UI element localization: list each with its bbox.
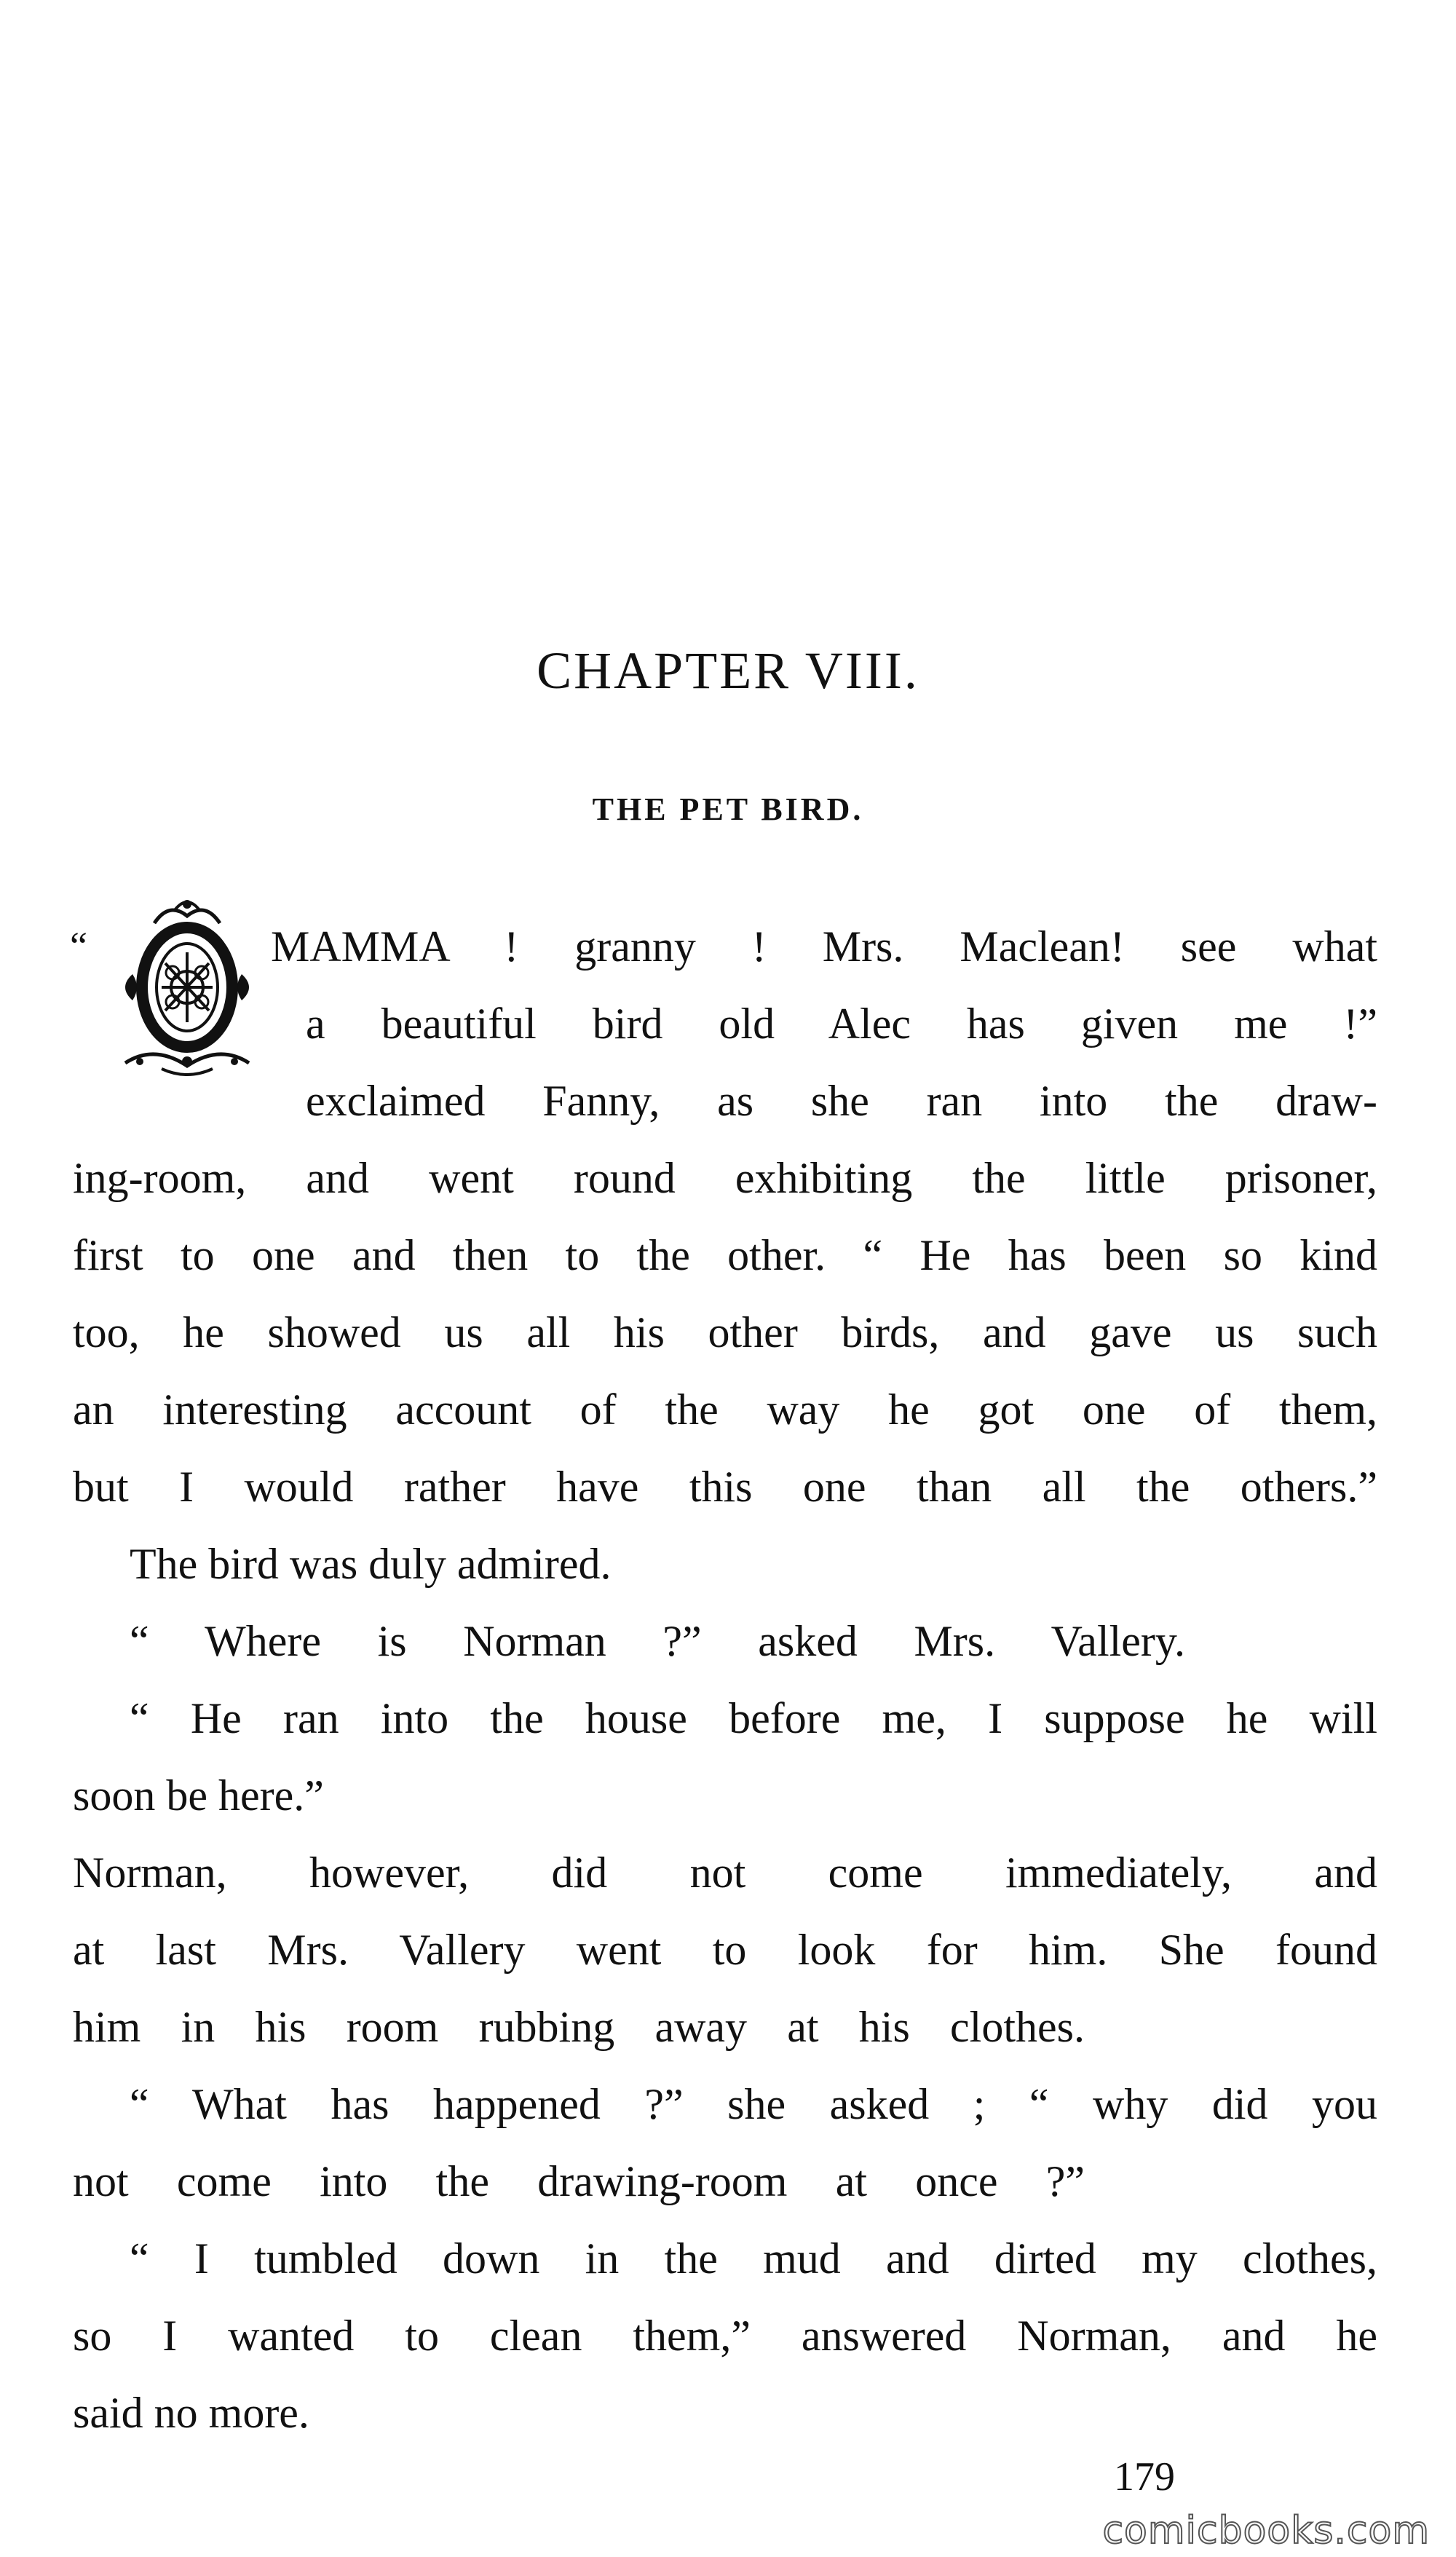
text-line: too, he showed us all his other birds, and gave us such <box>73 1308 1377 1356</box>
text-line: Norman, however, did not come immediately, and <box>73 1849 1377 1897</box>
opening-quote-mark: “ <box>70 924 87 968</box>
text-line: at last Mrs. Vallery went to look for him. She found <box>73 1926 1377 1974</box>
page-number: 179 <box>1114 2454 1175 2499</box>
text-line: MAMMA ! granny ! Mrs. Maclean! see what <box>271 922 1377 971</box>
text-line: him in his room rubbing away at his clothes. <box>73 2003 1085 2051</box>
text-line: not come into the drawing-room at once ?” <box>73 2157 1085 2205</box>
text-line: a beautiful bird old Alec has given me !” <box>306 1000 1377 1048</box>
text-line: The bird was duly admired. <box>130 1540 612 1588</box>
text-line: exclaimed Fanny, as she ran into the draw- <box>306 1077 1377 1125</box>
text-line: ing-room, and went round exhibiting the little prisoner, <box>73 1154 1377 1202</box>
text-line: soon be here.” <box>73 1771 324 1819</box>
ornamental-dropcap-o-icon <box>111 894 264 1080</box>
text-line: but I would rather have this one than all the others.” <box>73 1463 1377 1511</box>
text-line: “ Where is Norman ?” asked Mrs. Vallery. <box>130 1617 1185 1665</box>
text-line: said no more. <box>73 2389 309 2437</box>
text-line: “ He ran into the house before me, I suppose he will <box>130 1694 1377 1742</box>
watermark: comicbooks.com <box>1102 2509 1430 2553</box>
text-line: first to one and then to the other. “ He has been so kind <box>73 1231 1377 1279</box>
chapter-subtitle: THE PET BIRD. <box>592 791 864 827</box>
chapter-title: CHAPTER VIII. <box>537 641 919 700</box>
text-line: “ What has happened ?” she asked ; “ why did you <box>130 2080 1377 2128</box>
text-line: so I wanted to clean them,” answered Norman, and he <box>73 2312 1377 2360</box>
text-line: “ I tumbled down in the mud and dirted my clothes, <box>130 2234 1377 2283</box>
text-line: an interesting account of the way he got one of them, <box>73 1386 1377 1434</box>
